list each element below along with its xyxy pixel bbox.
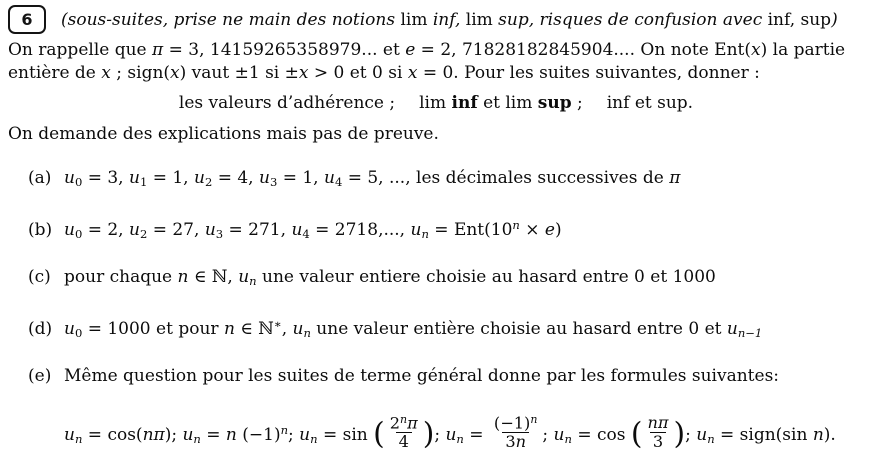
text-segment: les valeurs d’adhérence ; — [178, 93, 396, 113]
text-segment: = 271, — [223, 220, 292, 240]
intro-line-1 — [8, 39, 864, 62]
text-segment: n−1 — [737, 326, 763, 341]
text-segment: inf — [432, 9, 455, 30]
text-segment: u — [445, 425, 457, 446]
item-e-text — [64, 366, 779, 386]
text-segment: u — [324, 168, 335, 188]
text-segment: , — [454, 9, 466, 30]
text-segment: n — [530, 412, 538, 426]
text-segment: ) — [554, 220, 562, 240]
text-segment: x — [170, 63, 180, 83]
inf-sup-label — [607, 91, 693, 115]
liminf-limsup-label — [419, 91, 583, 115]
text-segment: n — [249, 274, 257, 289]
text-segment: lim — [419, 93, 452, 113]
text-segment: u — [64, 220, 75, 240]
text-segment: ( — [630, 416, 643, 452]
text-segment: ( — [373, 416, 385, 452]
text-segment: e — [405, 40, 416, 60]
text-segment: n — [515, 432, 526, 452]
item-b — [8, 213, 864, 247]
item-e — [8, 364, 864, 389]
formula-line — [64, 407, 864, 461]
text-segment: 0 — [74, 227, 83, 242]
text-segment: x — [751, 40, 761, 60]
text-segment: n — [310, 432, 318, 447]
text-segment: ) vaut ±1 si ± — [179, 63, 299, 83]
text-segment: = sin — [317, 425, 374, 446]
text-segment: = 1, — [277, 168, 324, 188]
text-segment: nπ — [142, 425, 165, 446]
text-segment: x — [298, 63, 309, 83]
text-segment: = 1, — [147, 168, 194, 188]
text-segment: 0 — [74, 326, 83, 341]
text-segment: > 0 et 0 si — [308, 63, 408, 83]
text-segment: 4 — [398, 432, 409, 452]
item-b-text — [64, 220, 562, 240]
exercise-header — [8, 5, 864, 34]
text-segment: x — [407, 63, 418, 83]
text-segment: x — [101, 63, 111, 83]
text-segment: et lim — [477, 93, 538, 113]
text-segment: entière de — [8, 63, 102, 83]
fraction-denominator — [396, 432, 412, 451]
text-segment: (−1) — [493, 413, 531, 433]
text-segment: ) — [673, 416, 686, 452]
text-segment: u — [64, 425, 75, 446]
text-segment: u — [696, 425, 708, 446]
text-segment: ; sign( — [110, 63, 171, 83]
text-segment: 2 — [389, 413, 401, 433]
text-segment: = — [200, 425, 226, 446]
text-segment: une valeur entière choisie au hasard entre 0 et — [310, 319, 727, 340]
text-segment: ; — [434, 425, 446, 446]
text-segment: π — [407, 413, 418, 433]
item-e-label: (e) — [28, 366, 52, 387]
fraction-numerator — [387, 414, 421, 433]
text-segment: n — [564, 432, 572, 447]
text-segment: n — [74, 432, 83, 447]
text-segment: 2 — [139, 227, 148, 242]
text-segment: u — [292, 319, 304, 340]
text-segment: = 2718,..., — [309, 220, 411, 240]
text-segment: = 3, 14159265358979... et — [163, 40, 406, 60]
exercise-number: 6 — [21, 10, 33, 29]
item-c-text — [64, 267, 716, 287]
item-d-text — [64, 319, 762, 339]
text-segment: lim — [465, 9, 499, 30]
text-segment: Même question pour les suites de terme général donne par les formules suivantes: — [64, 366, 780, 387]
text-segment: n — [400, 412, 408, 426]
text-segment: u — [194, 168, 205, 188]
text-segment: On rappelle que — [8, 40, 153, 60]
text-segment: u — [204, 220, 216, 240]
text-segment: ; — [685, 425, 697, 446]
text-segment: u — [238, 267, 250, 288]
text-segment: lim — [400, 9, 433, 30]
text-segment: u — [291, 220, 303, 240]
text-segment: u — [553, 425, 565, 446]
fraction-numerator — [644, 414, 671, 432]
text-segment: n — [280, 423, 289, 438]
text-segment: n — [707, 432, 715, 447]
text-segment: u — [129, 220, 140, 240]
text-segment: 2 — [204, 175, 213, 190]
text-segment: 3 — [505, 432, 516, 452]
text-segment: inf — [451, 93, 478, 113]
text-segment: = 5, ..., les décimales successives de — [342, 168, 670, 188]
text-segment: = cos( — [82, 425, 143, 446]
intro-paragraph — [8, 39, 864, 85]
intro-line-2 — [8, 62, 864, 85]
text-segment: ∈ ℕ, — [188, 267, 239, 288]
text-segment: ; — [288, 425, 300, 446]
text-segment: 4 — [302, 227, 310, 242]
text-segment: ) la partie — [760, 40, 846, 60]
fraction-numerator — [491, 414, 540, 433]
text-segment: ) — [831, 9, 838, 30]
exercise-number-box — [8, 5, 46, 34]
text-segment: × — [519, 220, 545, 240]
text-segment: u — [410, 220, 422, 240]
text-segment: 3 — [215, 227, 224, 242]
text-segment: ; — [571, 93, 583, 113]
text-segment: = 0. Pour les suites suivantes, donner : — [417, 63, 760, 83]
text-segment: n — [812, 425, 824, 446]
text-segment: = 1000 et pour — [82, 319, 224, 340]
text-segment: = sign(sin — [714, 425, 813, 446]
text-segment: u — [182, 425, 194, 446]
text-segment: inf, sup — [767, 9, 832, 30]
text-segment: 1 — [139, 175, 148, 190]
text-segment: (sous-suites, prise ne main des notions — [61, 9, 401, 30]
text-segment: e — [544, 220, 555, 240]
text-segment: une valeur entiere choisie au hasard entre 0 et 1000 — [256, 267, 716, 288]
text-segment: ). — [823, 425, 836, 446]
item-d — [8, 312, 864, 346]
text-segment: sup — [498, 9, 529, 30]
exercise-title — [61, 10, 838, 30]
text-segment: n — [177, 267, 189, 288]
text-segment: 4 — [334, 175, 343, 190]
text-segment: n — [225, 425, 237, 446]
fraction-denominator — [650, 432, 666, 451]
fraction-denominator — [502, 432, 529, 451]
item-d-label: (d) — [28, 319, 53, 340]
text-segment: ∗ — [273, 317, 282, 332]
item-a-label: (a) — [28, 168, 52, 188]
text-segment: ∈ ℕ — [234, 319, 274, 340]
text-segment: = 2, 71828182845904.... On note Ent( — [415, 40, 751, 60]
note-line: On demande des explications mais pas de preuve. — [8, 124, 439, 144]
text-segment: 3 — [269, 175, 278, 190]
text-segment: ) — [422, 416, 435, 452]
text-segment: (−1) — [236, 425, 281, 446]
text-segment: n — [456, 432, 464, 447]
item-a-text — [64, 168, 680, 188]
text-segment: , risques de confusion avec — [528, 9, 768, 30]
items-list — [8, 166, 864, 389]
item-a — [8, 166, 864, 195]
text-segment: = cos — [571, 425, 631, 446]
text-segment: n — [421, 227, 429, 242]
adherence-values-label — [179, 91, 395, 115]
text-segment: 0 — [74, 175, 83, 190]
text-segment: pour chaque — [64, 267, 178, 288]
text-segment: ); — [164, 425, 183, 446]
text-segment: n — [512, 218, 520, 233]
item-b-label: (b) — [28, 220, 53, 240]
text-segment: ; — [542, 425, 554, 446]
text-segment: = 2, — [82, 220, 129, 240]
text-segment: u — [259, 168, 270, 188]
text-segment: = Ent(10 — [428, 220, 513, 240]
asked-quantities-line — [8, 91, 864, 115]
text-segment: u — [64, 319, 75, 340]
text-segment: = 27, — [147, 220, 205, 240]
text-segment: inf et sup. — [606, 93, 694, 113]
text-segment: u — [299, 425, 311, 446]
text-segment: sup — [537, 93, 572, 113]
text-segment: = 4, — [212, 168, 259, 188]
text-segment: = — [463, 425, 489, 446]
text-segment: u — [64, 168, 75, 188]
text-segment: n — [223, 319, 235, 340]
text-segment: 3 — [652, 432, 664, 452]
text-segment: , — [281, 319, 293, 340]
text-segment: u — [129, 168, 140, 188]
text-segment: nπ — [647, 413, 669, 433]
text-segment: n — [303, 326, 311, 341]
item-c — [8, 265, 864, 294]
text-segment: π — [669, 168, 681, 188]
text-segment: = 3, — [82, 168, 129, 188]
text-segment: π — [152, 40, 164, 60]
item-c-label: (c) — [28, 267, 51, 288]
text-segment: u — [726, 319, 738, 340]
text-segment: n — [193, 432, 201, 447]
